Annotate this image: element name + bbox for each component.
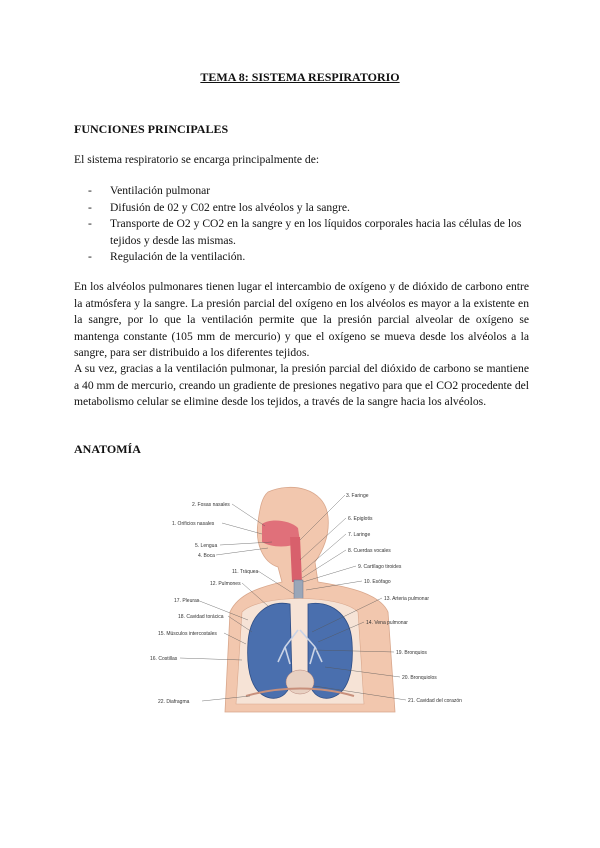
label-costillas: 16. Costillas bbox=[150, 656, 178, 662]
heart bbox=[286, 670, 314, 694]
label-pulmones: 12. Pulmones bbox=[210, 581, 241, 587]
label-esofago: 10. Esófago bbox=[364, 579, 391, 585]
functions-list bbox=[88, 183, 528, 266]
respiratory-anatomy-figure bbox=[150, 482, 462, 714]
label-boca: 4. Boca bbox=[198, 553, 215, 559]
list-item: - Difusión de 02 y C02 entre los alvéolos y la sangre. bbox=[88, 200, 350, 214]
label-musculos-intercostales: 15. Músculos intercostales bbox=[158, 631, 217, 637]
label-orificios-nasales: 1. Orificios nasales bbox=[172, 521, 215, 527]
paragraph-alveolos: En los alvéolos pulmonares tienen lugar el intercambio de oxígeno y de dióxido de carbono entre la atmósfera y la sangre. La presión parcial del oxígeno en los alvéolos es mayor a la existente en la sangre, por lo que la ventilación permite que la presión parcial alveolar de oxígeno se mantenga constante (105 mm de mercurio) y que el oxígeno se mueva desde los alvéolos a la sangre, para ser distribuido a los diferentes tejidos. bbox=[74, 280, 529, 359]
label-fosas-nasales: 2. Fosas nasales bbox=[192, 502, 230, 508]
list-item: - Regulación de la ventilación. bbox=[88, 250, 246, 263]
label-cartilago-tiroides: 9. Cartílago tiroides bbox=[358, 564, 402, 570]
label-cavidad-corazon: 21. Cavidad del corazón bbox=[408, 698, 462, 704]
section-heading-funciones: FUNCIONES PRINCIPALES bbox=[74, 122, 229, 136]
pharynx bbox=[290, 537, 302, 582]
list-item: - Transporte de O2 y CO2 en la sangre y en los líquidos corporales hacia las células de los tejidos y desde las mismas. bbox=[88, 217, 522, 247]
label-bronquios: 19. Bronquios bbox=[396, 650, 427, 656]
list-item: - Ventilación pulmonar bbox=[88, 184, 211, 197]
label-arteria-pulmonar: 13. Arteria pulmonar bbox=[384, 596, 430, 602]
label-lengua: 5. Lengua bbox=[195, 543, 218, 549]
label-bronquiolos: 20. Bronquiolos bbox=[402, 675, 437, 681]
intro-text: El sistema respiratorio se encarga principalmente de: bbox=[74, 153, 320, 166]
paragraph-co2: A su vez, gracias a la ventilación pulmonar, la presión parcial del dióxido de carbono se mantiene a 40 mm de mercurio, creando un gradiente de presiones negativo para que el CO2 procedente del metabolismo celular se elimine desde los tejidos, a través de la sangre hacia los alvéolos. bbox=[74, 362, 529, 408]
label-traquea: 11. Tráquea bbox=[232, 569, 259, 575]
label-epiglotis: 6. Epiglotis bbox=[348, 516, 373, 522]
label-faringe: 3. Faringe bbox=[346, 493, 369, 499]
label-cavidad-toracica: 18. Cavidad torácica bbox=[178, 614, 224, 620]
label-vena-pulmonar: 14. Vena pulmonar bbox=[366, 620, 408, 626]
section-heading-anatomia: ANATOMÍA bbox=[74, 442, 141, 456]
label-laringe: 7. Laringe bbox=[348, 532, 371, 538]
label-diafragma: 22. Diafragma bbox=[158, 699, 190, 705]
page-title: TEMA 8: SISTEMA RESPIRATORIO bbox=[200, 70, 400, 84]
label-cuerdas-vocales: 8. Cuerdas vocales bbox=[348, 548, 391, 554]
label-pleuras: 17. Pleuras bbox=[174, 598, 200, 604]
